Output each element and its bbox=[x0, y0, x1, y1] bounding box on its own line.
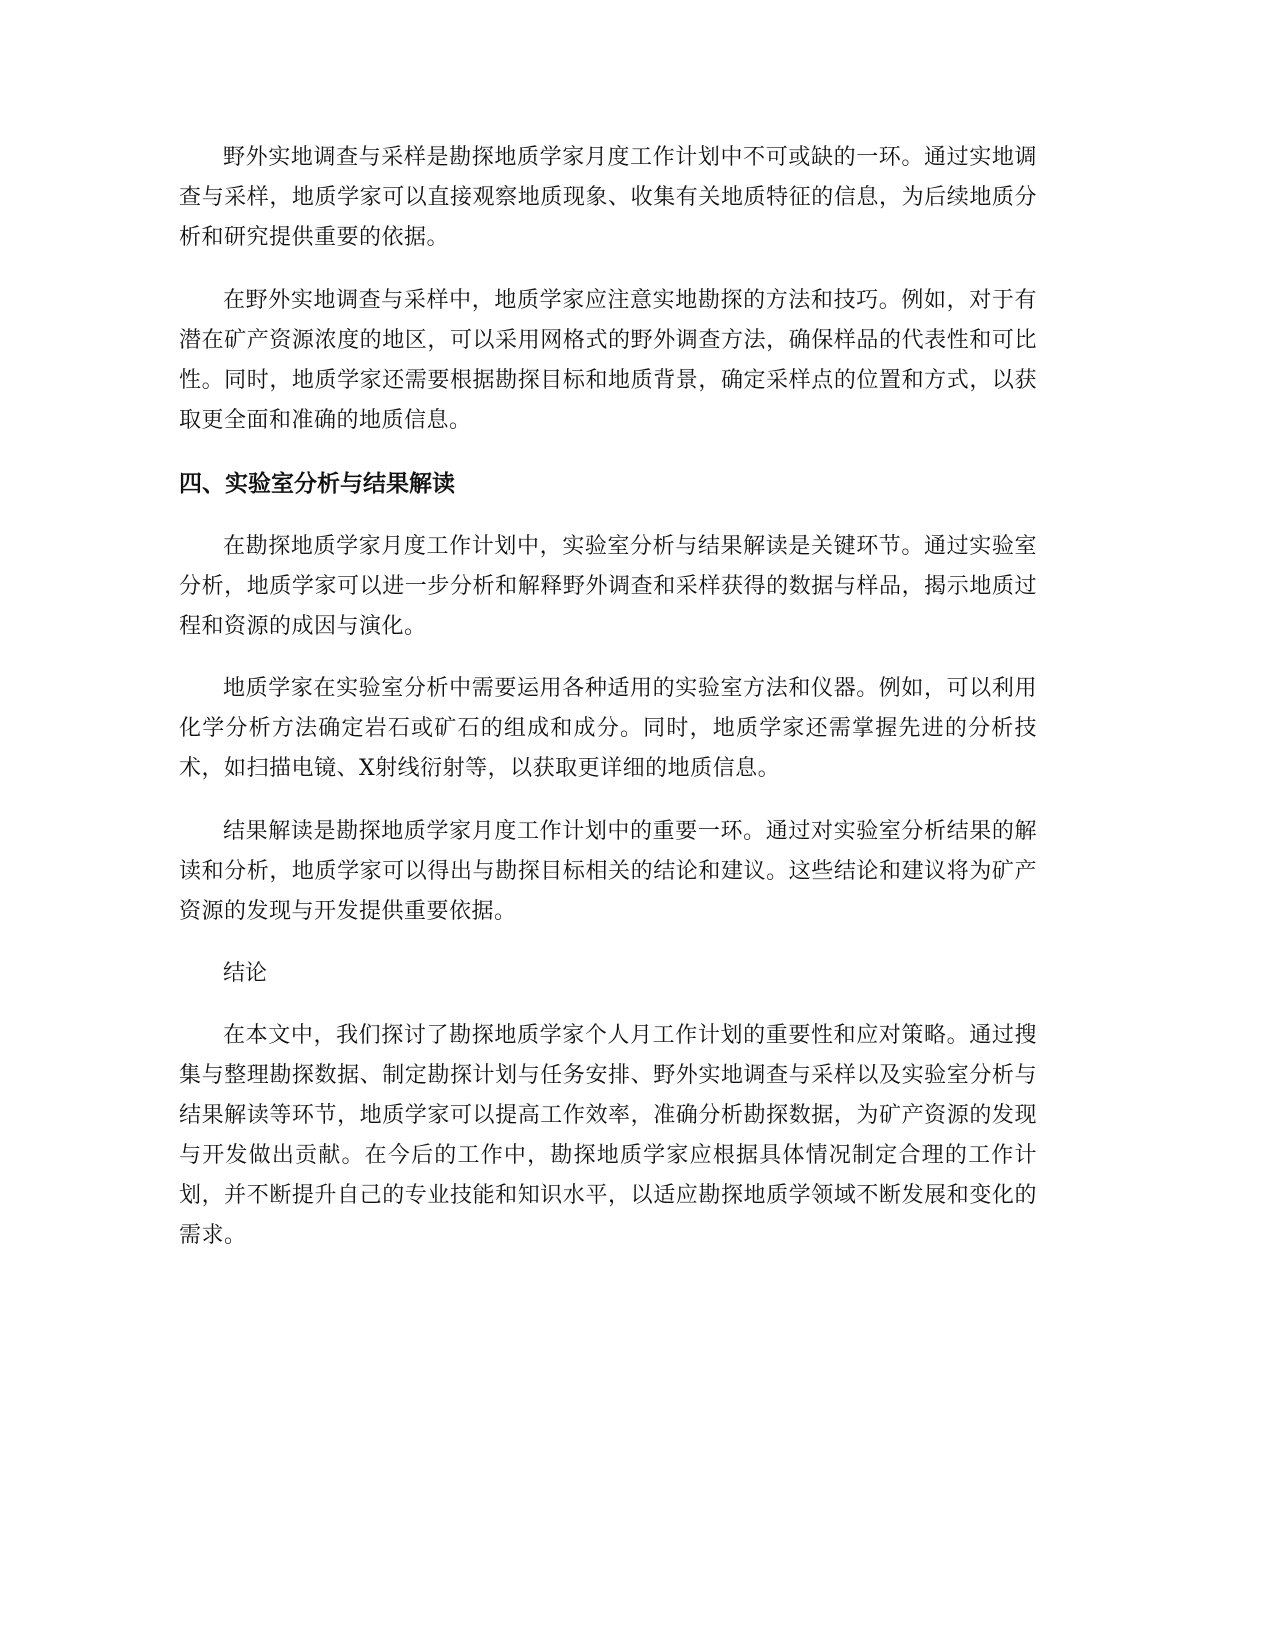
paragraph-lab-analysis-intro: 在勘探地质学家月度工作计划中，实验室分析与结果解读是关键环节。通过实验室分析，地质学家可以进一步分析和解释野外调查和采样获得的数据与样品，揭示地质过程和资源的成因与演化。 bbox=[179, 534, 1037, 639]
paragraph-result-interpretation: 结果解读是勘探地质学家月度工作计划中的重要一环。通过对实验室分析结果的解读和分析，地质学家可以得出与勘探目标相关的结论和建议。这些结论和建议将为矿产资源的发现与开发提供重要依据。 bbox=[179, 819, 1037, 924]
section-heading-lab-analysis: 四、实验室分析与结果解读 bbox=[179, 471, 455, 497]
conclusion-label: 结论 bbox=[223, 961, 268, 986]
paragraph-field-survey-methods: 在野外实地调查与采样中，地质学家应注意实地勘探的方法和技巧。例如，对于有潜在矿产资源浓度的地区，可以采用网格式的野外调查方法，确保样品的代表性和可比性。同时，地质学家还需要根据勘探目标和地质背景，确定采样点的位置和方式，以获取更全面和准确的地质信息。 bbox=[179, 288, 1037, 433]
paragraph-conclusion: 在本文中，我们探讨了勘探地质学家个人月工作计划的重要性和应对策略。通过搜集与整理勘探数据、制定勘探计划与任务安排、野外实地调查与采样以及实验室分析与结果解读等环节，地质学家可以提高工作效率，准确分析勘探数据，为矿产资源的发现与开发做出贡献。在今后的工作中，勘探地质学家应根据具体情况制定合理的工作计划，并不断提升自己的专业技能和知识水平，以适应勘探地质学领域不断发展和变化的需求。 bbox=[179, 1023, 1037, 1248]
paragraph-lab-methods: 地质学家在实验室分析中需要运用各种适用的实验室方法和仪器。例如，可以利用化学分析方法确定岩石或矿石的组成和成分。同时，地质学家还需掌握先进的分析技术，如扫描电镜、X射线衍射等，以获取更详细的地质信息。 bbox=[179, 676, 1037, 781]
paragraph-field-survey-intro: 野外实地调查与采样是勘探地质学家月度工作计划中不可或缺的一环。通过实地调查与采样，地质学家可以直接观察地质现象、收集有关地质特征的信息，为后续地质分析和研究提供重要的依据。 bbox=[179, 145, 1037, 250]
